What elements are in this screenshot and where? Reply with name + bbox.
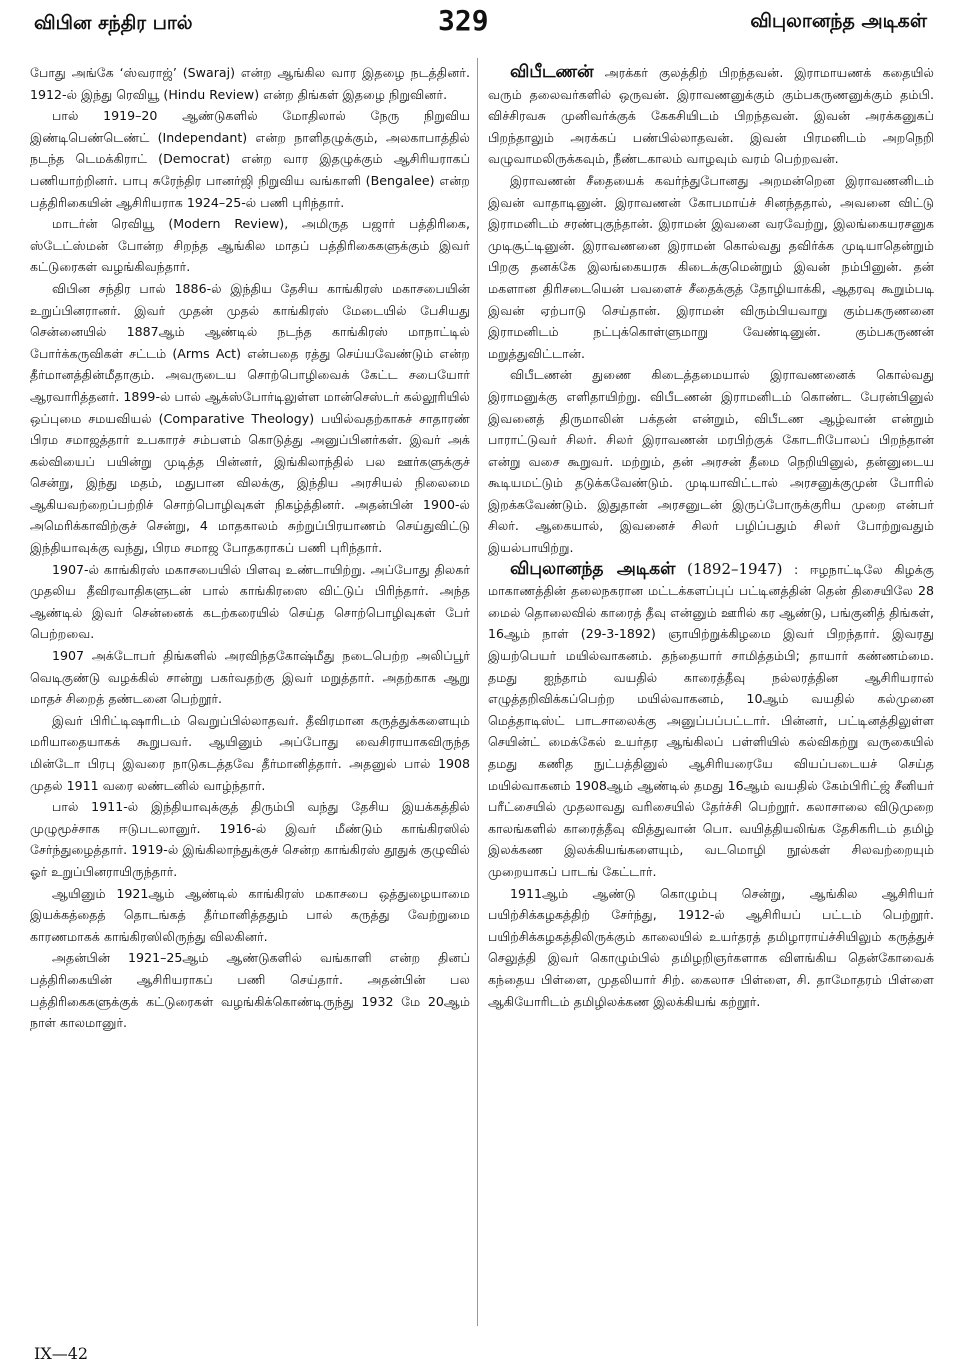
- signature-mark: IX—42: [34, 1344, 89, 1363]
- paragraph: மாடர்ன் ரெவியூ (Modern Review), அமிருத பஜார் பத்திரிகை, ஸ்டேட்ஸ்மன் போன்ற சிறந்த ஆங்கில மாதப் பத்திரிகைகளுக்கும் இவர் கட்டுரைகள் வழங்கிவந்தார்.: [30, 216, 470, 275]
- entry-body: : ஈழநாட்டிலே கிழக்கு மாகாணத்தின் தலைநகரான மட்டக்களப்புப் பட்டினத்தின் தென் திசையிலே 28 மைல் தொலைவில் காரைத் தீவு என்னும் ஊரில் கர ஆண்டு, பங்குனித் திங்கள், 16ஆம் நாள் (29-3-1892) ஞாயிற்றுக்கிழமை இவர் பிறந்தார். இவரது இயற்பெயர் மயில்வாகனம். தந்தையார் சாமித்தம்பி; தாயார் கண்ணம்மை. தமது ஐந்தாம் வயதில் காரைத்தீவு நல்லரத்தின ஆசிரியரால் எழுத்தறிவிக்கப்பெற்ற மயில்வாகனம், 10ஆம் வயதில் கல்முனை மெத்தாடிஸ்ட் பாடசாலைக்கு அனுப்பப்பட்டார். பின்னர், பட்டினத்திலுள்ள செயின்ட் மைக்கேல் உயர்தர ஆங்கிலப் பள்ளியில் கல்விகற்று வருகையில் தமது கணித நுட்பத்தினுல் ஆசிரியரையே வியப்படையச் செய்த மயில்வாகனம் 1908ஆம் ஆண்டில் தமது 16ஆம் வயதில் கேம்பிரிட்ஜ் சீனியர் பரீட்சையில் முதலாவது வரிசையில் தேர்ச்சி பெற்றூர். கலாசாலை விடுமுறை காலங்களில் காரைத்தீவு வித்துவான் பொ. வயித்தியலிங்க தேசிகரிடம் தமிழ் இலக்கண இலக்கியங்களையும், வடமொழி நூல்கள் சிலவற்றையும் முறையாகப் பாடங் கேட்டார்.: [488, 561, 934, 879]
- paragraph: 1907 அக்டோபர் திங்களில் அரவிந்தகோஷ்மீது நடைபெற்ற அலிப்பூர் வெடிகுண்டு வழக்கில் சான்று பகர்வதற்கு இவர் மறுத்தார். அதற்காக ஆறு மாதச் சிறைத் தண்டனை பெற்றூர்.: [30, 648, 470, 707]
- paragraph: இவர் பிரிட்டிஷாரிடம் வெறுப்பில்லாதவர். தீவிரமான கருத்துக்களையும் மரியாதையாகக் கூறுபவர். ஆயினும் அப்போது வைசிராயாகவிருந்த மின்டோ பிரபு இவரை நாடுகடத்தவே தீர்மானித்தார். அதனுல் பால் 1908 முதல் 1911 வரை லண்டனில் வாழ்ந்தார்.: [30, 712, 470, 793]
- paragraph: பால் 1919–20 ஆண்டுகளில் மோதிலால் நேரு நிறுவிய இண்டிபெண்டெண்ட் (Independant) என்ற நாளிதழுக்கும், அலகாபாத்தில் நடந்த டெமக்கிராட் (Democrat) என்ற வார இதழுக்கும் ஆசிரியராகப் பணியாற்றினர். பாபு சுரேந்திர பானர்ஜி நிறுவிய வங்காளி (Bengalee) என்ற பத்திரிகையின் ஆசிரியராக 1924–25-ல் பணி புரிந்தார்.: [30, 108, 470, 210]
- paragraph: விபீடணன் துணை கிடைத்தமையால் இராவணனைக் கொல்வது இராமனுக்கு எளிதாயிற்று. விபீடணன் இராமனிடம் கொண்ட பேரன்பினுல் இவனைத் திருமாலின் பக்தன் என்றும், விபீடண ஆழ்வான் என்றும் பாராட்டுவர் சிலர். சிலர் இராவணன் மரபிற்குக் கோடரிபோலப் பிறந்தான் என்று வசை கூறுவர். மற்றும், தன் அரசன் தீமை நெறியினுல், தன்னுடைய கூடியமட்டும் தடுக்கவேண்டும். முடியாவிட்டால் அரசனுக்குமுன் போரில் இறக்கவேண்டும். இதுதான் அரசனுடன் இருப்போருக்குரிய முறை என்பர் சிலர். ஆகையால், இவனைச் சிலர் பழிப்பதும் சிலர் போற்றுவதும் இயல்பாயிற்று.: [488, 367, 934, 556]
- column-divider: [477, 58, 478, 1326]
- entry-dates: (1892–1947): [686, 559, 783, 578]
- paragraph: இராவணன் சீதையைக் கவர்ந்துபோனது அறமன்றென இராவணனிடம் இவன் வாதாடினுன். இராவணன் கோபமாய்ச் சினந்ததால், அவனை விட்டு இராமனிடம் சரண்புகுந்தான். இராமன் இவனை வரவேற்று, இலங்கையரசனுக முடிசூட்டினுன். இராவணனை இராமன் கொல்வது தவிர்க்க முடியாதென்றும் பிறகு தனக்கே இலங்கையரசு கிடைக்குமென்றும் இவன் நம்பினுன். தன் மகளான திரிசடையென் பவளைச் சீதைக்குத் தோழியாக்கி, ஆதரவு கூறும்படி இவன் ஏற்பாடு செய்தான். இராமன் விரும்பியவாறு கும்பகருணனை இராமனிடம் நட்புக்கொள்ளுமாறு வேண்டினுன். கும்பகருணன் மறுத்துவிட்டான்.: [488, 172, 934, 361]
- paragraph: போது அங்கே ‘ஸ்வராஜ்’ (Swaraj) என்ற ஆங்கில வார இதழை நடத்தினர். 1912-ல் இந்து ரெவியூ (Hindu Review) என்ற திங்கள் இதழை நிறுவினர்.: [30, 65, 470, 102]
- paragraph: பால் 1911-ல் இந்தியாவுக்குத் திரும்பி வந்து தேசிய இயக்கத்தில் முழுமூச்சாக ஈடுபடலானுர். 1916-ல் இவர் மீண்டும் காங்கிரஸில் சேர்ந்துழைத்தார். 1919-ல் இங்கிலாந்துக்குச் சென்ற காங்கிரஸ் தூதுக் குழுவில் ஓர் உறுப்பினராயிருந்தார்.: [30, 799, 470, 879]
- right-column: [488, 62, 934, 1327]
- page-header: [0, 0, 961, 48]
- entry-vipulananda-intro: [488, 559, 934, 883]
- paragraph: ஆயினும் 1921ஆம் ஆண்டில் காங்கிரஸ் மகாசபை ஒத்துழையாமை இயக்கத்தைத் தொடங்கத் தீர்மானித்ததும் பால் கருத்து வேற்றுமை காரணமாகக் காங்கிரஸிலிருந்து விலகினர்.: [30, 885, 470, 944]
- paragraph: அதன்பின் 1921–25ஆம் ஆண்டுகளில் வங்காளி என்ற தினப் பத்திரிகையின் ஆசிரியராகப் பணி செய்தார். அதன்பின் பல பத்திரிகைகளுக்குக் கட்டுரைகள் வழங்கிக்கொண்டிருந்து 1932 மே 20ஆம் நாள் காலமானுர்.: [30, 950, 470, 1031]
- paragraph: 1911ஆம் ஆண்டு கொழும்பு சென்று, ஆங்கில ஆசிரியர் பயிற்சிக்கழகத்திற் சேர்ந்து, 1912-ல் ஆசிரியப் பட்டம் பெற்றூர். பயிற்சிக்கழகத்திலிருக்கும் காலையில் உயர்தரத் தமிழாராய்ச்சியிலும் கருத்துச் செலுத்தி இவர் கொழும்பில் தமிழறிஞர்களாக விளங்கிய தென்கோவைக் கந்தைய பிள்ளை, முதலியார் சிற். கைலாச பிள்ளை, சி. தாமோதரம் பிள்ளை ஆகியோரிடம் தமிழிலக்கண இலக்கியங் கற்றூர்.: [488, 885, 934, 1009]
- running-head-left: விபின சந்திர பால்: [34, 12, 193, 34]
- left-column: [30, 62, 470, 1327]
- entry-heading-vipulananda: விபுலானந்த அடிகள்: [510, 558, 676, 579]
- paragraph: விபின சந்திர பால் 1886-ல் இந்திய தேசிய காங்கிரஸ் மகாசபையின் உறுப்பினரானர். இவர் முதன் முதல் காங்கிரஸ் மேடையில் பேசியது சென்னையில் 1887ஆம் ஆண்டில் நடந்த காங்கிரஸ் மாநாட்டில் போர்க்கருவிகள் சட்டம் (Arms Act) என்பதை ரத்து செய்யவேண்டும் என்ற தீர்மானத்தின்மீதாகும். அவருடைய சொற்பொழிவைக் கேட்ட சபையோர் ஆரவாரித்தனர். 1899-ல் பால் ஆக்ஸ்போர்டிலுள்ள மான்செஸ்டர் கல்லூரியில் ஒப்புமை சமயவியல் (Comparative Theology) பயில்வதற்காகச் சாதாரண் பிரம சமாஜத்தார் உபகாரச் சம்பளம் கொடுத்து அனுப்பினர்கள். இவர் அக் கல்வியைப் பயின்று முடித்த பின்னர், இங்கிலாந்தில் பல ஊர்களுக்குச் சென்று, இந்து மதம், மதுபான விலக்கு, இந்திய அரசியல் நிலைமை ஆகியவற்றைப்பற்றிச் சொற்பொழிவுகள் நிகழ்த்தினர். அதன்பின் 1900-ல் அமெரிக்காவிற்குச் சென்று, 4 மாதகாலம் சுற்றுப்பிரயாணம் செய்துவிட்டு இந்தியாவுக்கு வந்து, பிரம சமாஜ போதகராகப் பணி புரிந்தார்.: [30, 280, 470, 556]
- paragraph: 1907-ல் காங்கிரஸ் மகாசபையில் பிளவு உண்டாயிற்று. அப்போது திலகர் முதலிய தீவிரவாதிகளுடன் பால் காங்கிரஸை விட்டுப் பிரிந்தார். அந்த ஆண்டில் இவர் சென்னைக் கடற்கரையில் செய்த சொற்பொழிவுகள் பேர் பெற்றவை.: [30, 561, 470, 642]
- page-number: 329: [438, 4, 489, 37]
- entry-heading-vibhishana: விபீடணன்: [510, 62, 594, 82]
- entry-vibhishana-intro: [488, 62, 934, 170]
- running-head-right: விபுலானந்த அடிகள்: [750, 10, 927, 32]
- entry-body: அரக்கர் குலத்திற் பிறந்தவன். இராமாயணக் கதையில் வரும் தலைவர்களில் ஒருவன். இராவணனுக்கும் கும்பகருணனுக்கும் தம்பி. விச்சிரவசு முனிவர்க்குக் கேகசியிடம் பிறந்தவன். இவன் அரக்கனுகப் பிறந்தாலும் அரக்கப் பண்பில்லாதவன். இவன் பிரமனிடம் அறநெறி வழுவாமலிருக்கவும், நீண்டகாலம் வாழவும் வரம் பெற்றவன்.: [488, 65, 934, 167]
